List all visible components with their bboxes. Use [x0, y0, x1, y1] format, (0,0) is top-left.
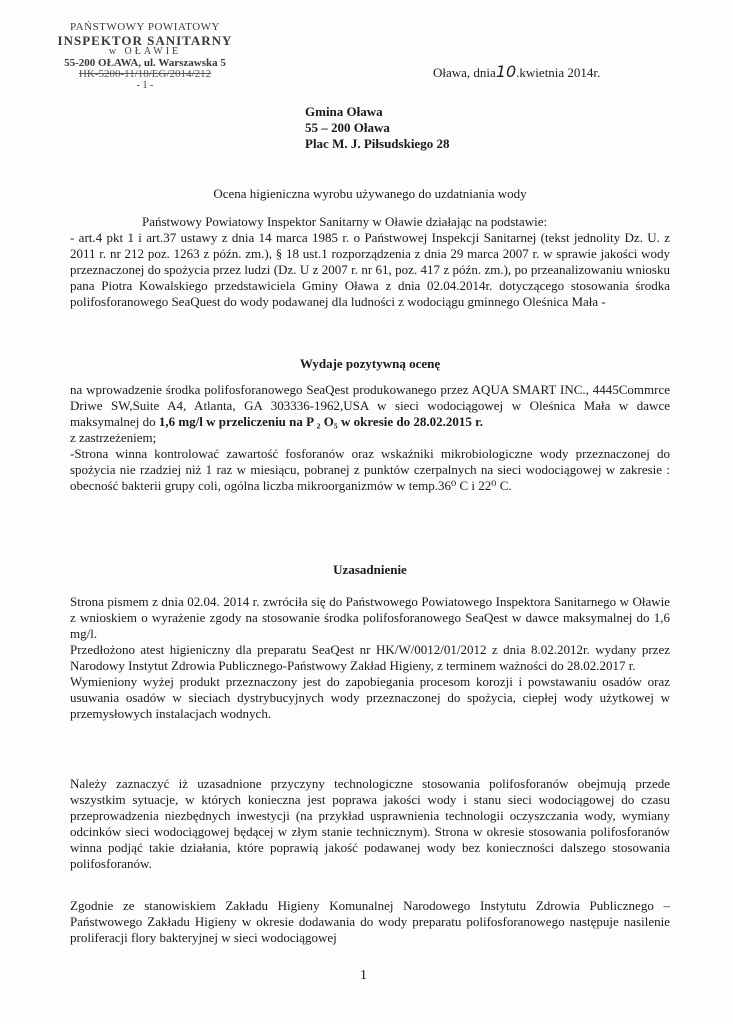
stamp-line-1: PAŃSTWOWY POWIATOWY — [70, 21, 220, 33]
page-number: 1 — [360, 968, 367, 983]
justification-section — [70, 594, 670, 722]
justification-paragraph-3: Wymieniony wyżej produkt przeznaczony jest do zapobiegania procesom korozji i powstawaniu osadów oraz usuwania osadów w sieciach dystrybucyjnych wody przeznaczonej do spożycia, ciepłej wody użytkowej w przemysłowych instalacjach wodnych. — [70, 674, 670, 721]
basis-section — [70, 214, 670, 310]
date-suffix: .kwietnia 2014r. — [516, 65, 601, 80]
reservation-text: -Strona winna kontrolować zawartość fosforanów oraz wskaźniki mikrobiologiczne wody przeznaczonej do spożycia nie rzadziej niż 1 raz w miesiącu, pobranej z punktów czerpalnych na sieci wodociągowej w zakresie : obecność bakterii grupy coli, ogólna liczba mikroorganizmów w temp.36⁰ C i 22⁰ C. — [70, 446, 670, 493]
date-day-handwritten: 10 — [495, 62, 517, 81]
recipient-street: Plac M. J. Piłsudskiego 28 — [305, 136, 450, 151]
position-paragraph: Zgodnie ze stanowiskiem Zakładu Higieny Komunalnej Narodowego Instytutu Zdrowia Publicznego – Państwowego Zakładu Higieny w okresie dodawania do wody preparatu polifosforanowego następuje nasilenie proliferacji flory bakteryjnej w sieci wodociągowej — [70, 898, 670, 945]
stamp-page-mark: - 1 - — [136, 79, 154, 91]
stamp-reference: HK-5200-11/18/EG/2014/212 — [78, 68, 212, 81]
justification-heading: Uzasadnienie — [333, 562, 407, 577]
stamp-line-2: INSPEKTOR SANITARNY — [57, 32, 233, 48]
recipient-address — [305, 104, 449, 152]
inspector-stamp — [30, 22, 260, 91]
position-section — [70, 898, 670, 946]
justification-paragraph-2: Przedłożono atest higieniczny dla preparatu SeaQest nr HK/W/0012/01/2012 z dnia 8.02.2012r. wydany przez Narodowy Instytut Zdrowia Publicznego-Państwowy Zakład Higieny, z terminem ważności do 28.02.2017 r. — [70, 642, 670, 673]
recipient-name: Gmina Oława — [305, 104, 383, 119]
decision-text-main: na wprowadzenie środka polifosforanowego SeaQest produkowanego przez AQUA SMART INC., 4445Commrce Driwe SW,Suite A4, Atlanta, GA 303336-1962,USA w sieci wodociągowej w Oleśnica Mała w dawce maksymalnej do — [70, 382, 670, 429]
justification-paragraph-1: Strona pismem z dnia 02.04. 2014 r. zwróciła się do Państwowego Powiatowego Inspektora Sanitarnego w Oławie z wnioskiem o wyrażenie zgody na stosowanie środka polifosforanowego SeaQest w dawce maksymalnej do 1,6 mg/l. — [70, 594, 670, 641]
legal-basis-text: - art.4 pkt 1 i art.37 ustawy z dnia 14 marca 1985 r. o Państwowej Inspekcji Sanitarnej (tekst jednolity Dz. U. z 2011 r. nr 212 poz. 1263 z późn. zm.), § 18 ust.1 rozporządzenia z dnia 29 marca 2007 r. w sprawie jakości wody przeznaczonej do spożycia przez ludzi (Dz. U z 2007 r. nr 61, poz. 417 z późn. zm.), po przeanalizowaniu wniosku pana Piotra Kowalskiego przedstawiciela Gminy Oława z dnia 02.04.2014r. dotyczącego stosowania środka polifosforanowego SeaQuest do wody podawanej dla ludności z wodociągu gminnego Oleśnica Mała - — [70, 230, 670, 309]
document-title: Ocena higieniczna wyrobu używanego do uzdatniania wody — [213, 186, 527, 201]
necessity-paragraph: Należy zaznaczyć iż uzasadnione przyczyny technologiczne stosowania polifosforanów obejmują przede wszystkim sytuacje, w których konieczna jest poprawa jakości wody i stanu sieci wodociągowej do czasu przeprowadzenia niezbędnych inwestycji (na przykład usprawnienia technologii oczyszczania wody, wymiany odcinków sieci wodociągowej będącej w złym stanie technicznym). Strona w okresie stosowania polifosforanów winna podjąć takie działania, które poprawią jakość podawanej wody bez konieczności dalszego stosowania polifosforanów. — [70, 776, 670, 871]
recipient-postcode: 55 – 200 Oława — [305, 120, 390, 135]
decision-dose-period: 1,6 mg/l w przeliczeniu na P ₂ O₅ w okresie do 28.02.2015 r. — [158, 414, 483, 429]
decision-section — [70, 382, 670, 494]
decision-text — [70, 382, 670, 430]
decision-heading: Wydaje pozytywną ocenę — [299, 356, 441, 371]
stamp-address: 55-200 OŁAWA, ul. Warszawska 5 — [64, 56, 226, 69]
date-prefix: Oława, dnia — [433, 65, 496, 80]
stamp-line-3: w OŁAWIE — [108, 46, 182, 58]
intro-text: Państwowy Powiatowy Inspektor Sanitarny w Oławie działając na podstawie: — [142, 214, 548, 229]
reservation-label: z zastrzeżeniem; — [70, 430, 157, 445]
necessity-section — [70, 776, 670, 872]
document-date — [433, 62, 600, 81]
